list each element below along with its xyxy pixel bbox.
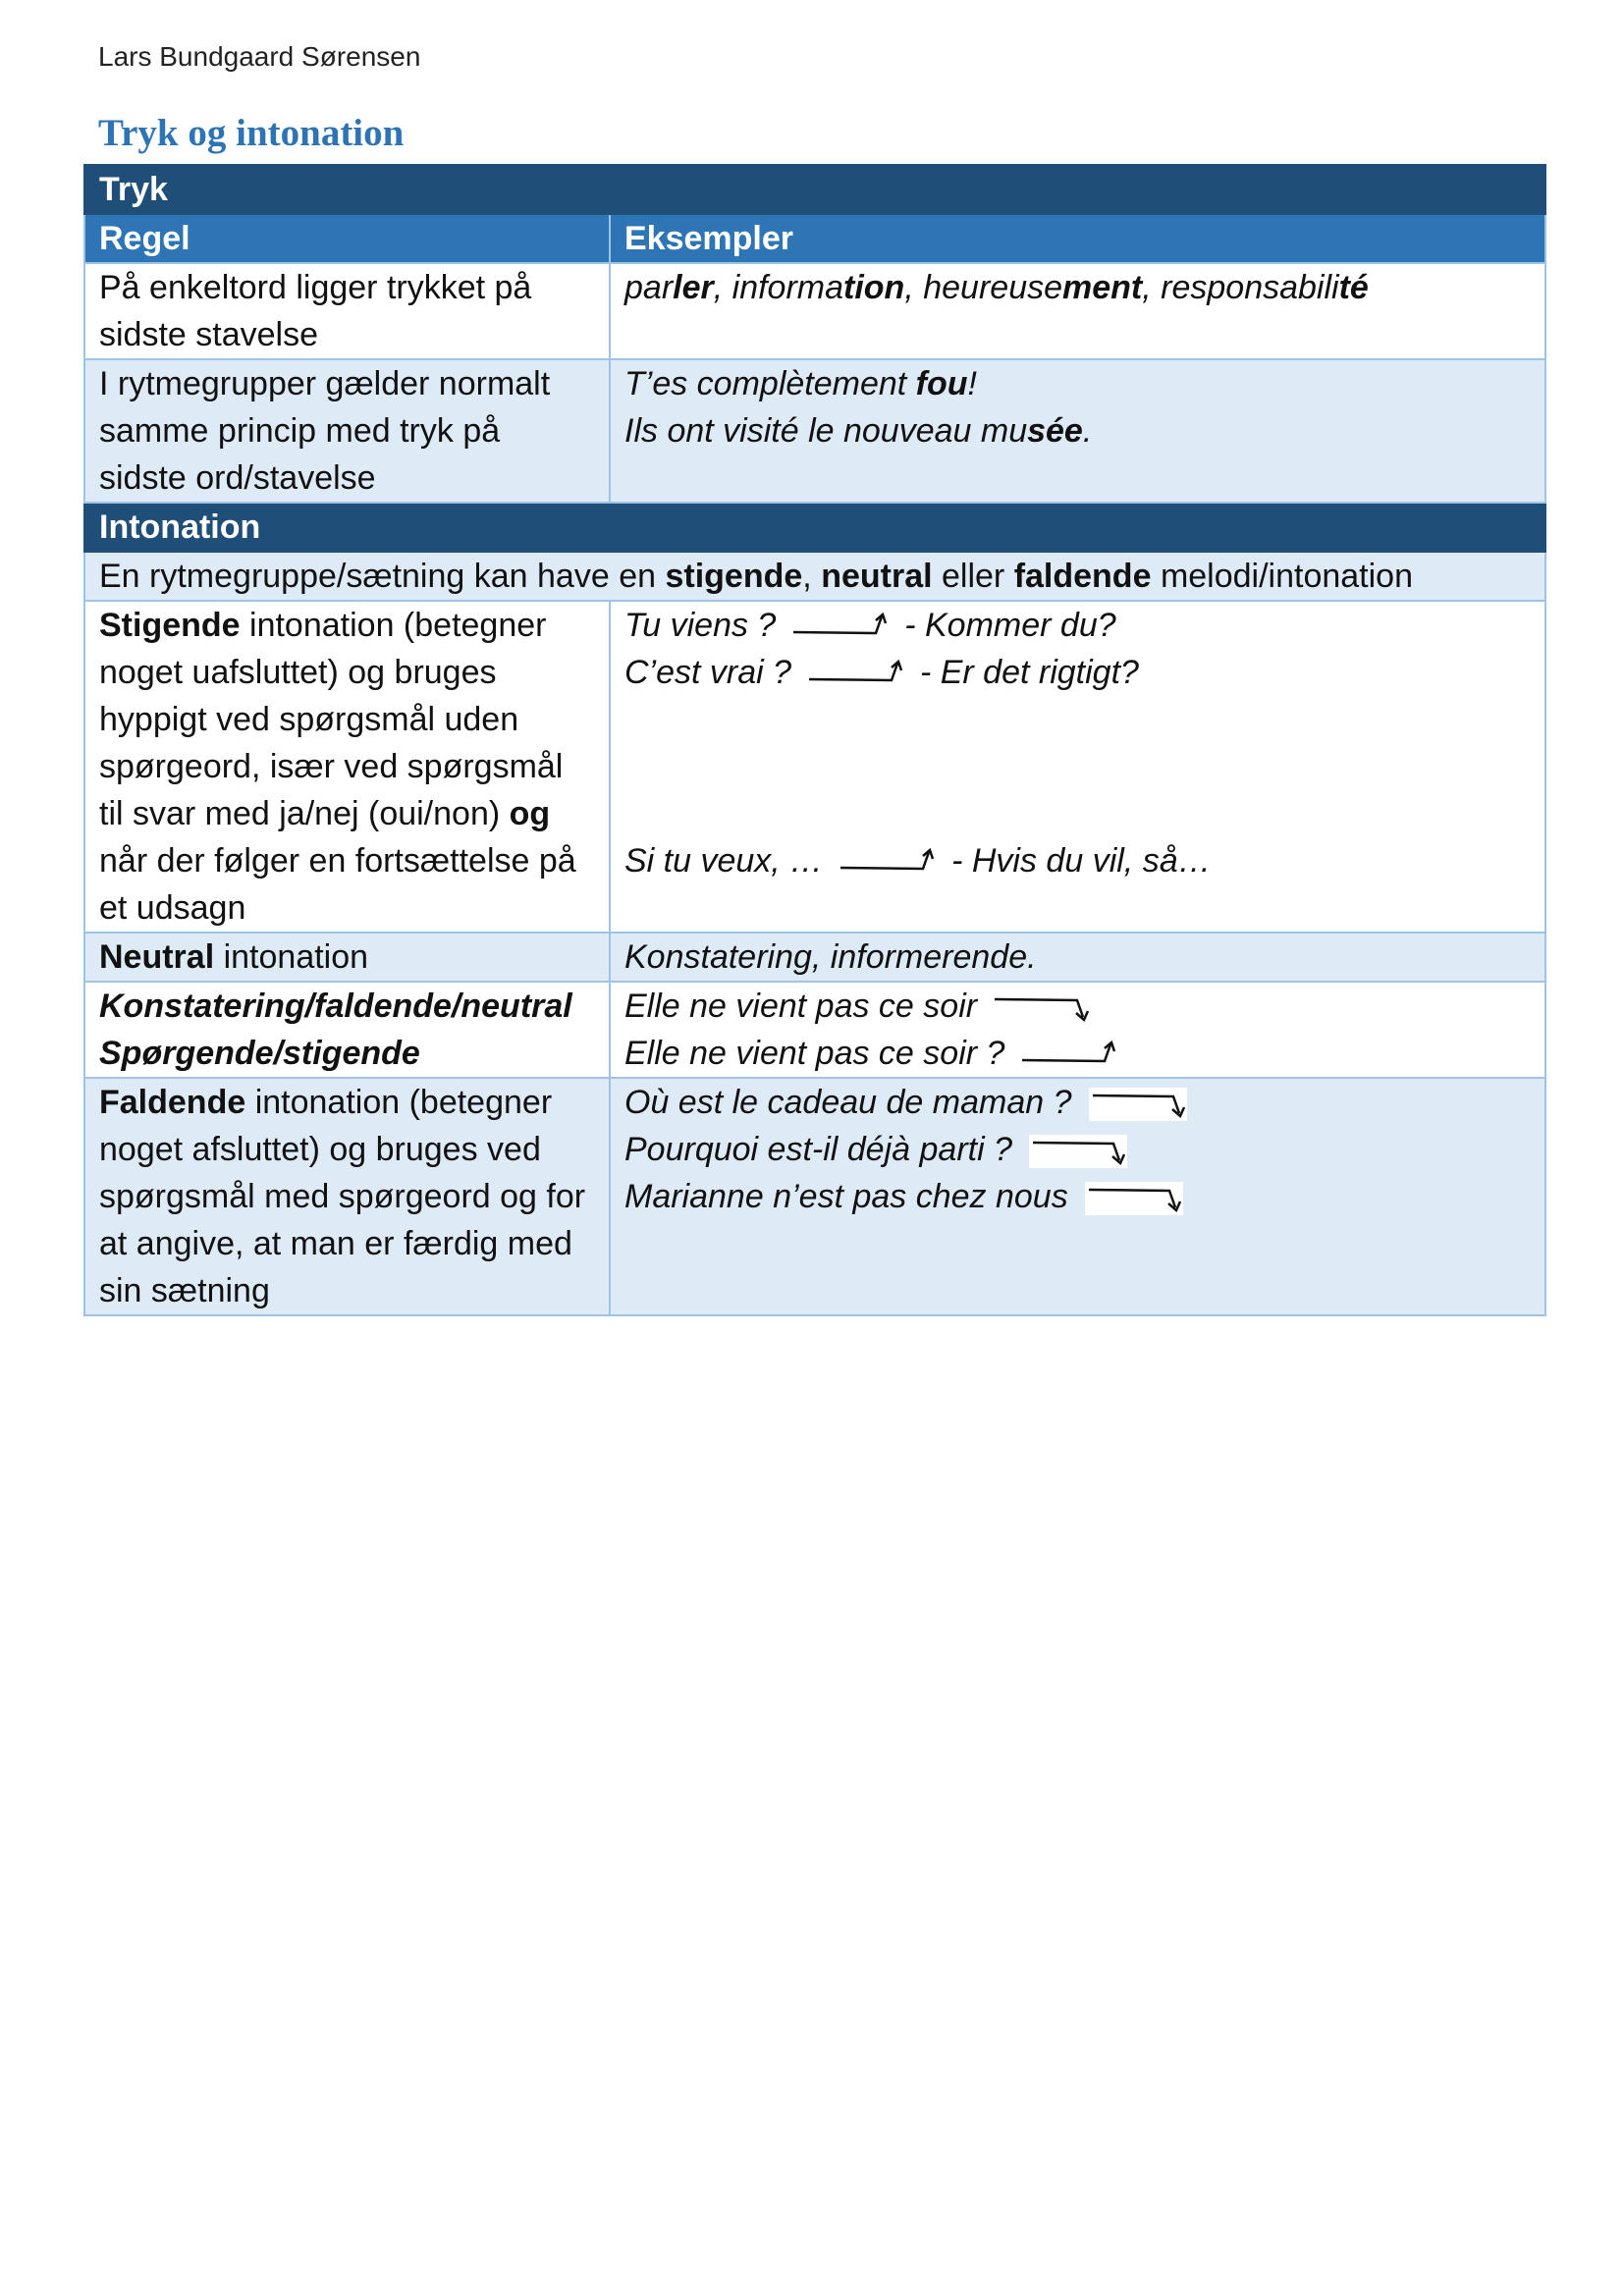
intro-bold: faldende — [1013, 558, 1152, 595]
rule-cell — [84, 933, 610, 982]
examples-cell — [610, 1078, 1545, 1315]
table-row — [84, 1078, 1545, 1315]
rule-keyword: Neutral — [99, 938, 215, 976]
column-header-row — [84, 214, 1545, 263]
examples-cell — [610, 982, 1545, 1078]
separator: , — [713, 269, 732, 306]
french-example: Marianne n’est pas chez nous — [624, 1178, 1068, 1215]
stress-intonation-table — [83, 164, 1546, 1316]
example-line — [624, 407, 1531, 454]
example-text: ! — [967, 365, 977, 402]
examples-cell — [610, 601, 1545, 933]
rule-text: intonation — [214, 938, 369, 976]
spacer — [624, 1220, 1531, 1271]
rising-arrow-icon — [791, 613, 890, 642]
danish-translation: - Hvis du vil, så… — [951, 842, 1212, 880]
french-example: C’est vrai ? — [624, 654, 792, 691]
rule-keyword: Stigende — [99, 607, 241, 644]
falling-arrow-icon — [993, 993, 1091, 1023]
separator: , — [904, 269, 924, 306]
rule-text: intonation (betegner noget uafsluttet) og bruges hyppigt ved spørgsmål uden spørgeord, især ved spørgsmål til svar med ja/nej (oui/non) — [99, 607, 564, 832]
separator: , — [1142, 269, 1162, 306]
rule-text: intonation (betegner noget afsluttet) og bruges ved spørgsmål med spørgeord og for at angive, at man er færdig med sin sætning — [99, 1084, 586, 1309]
column-header-examples: Eksempler — [610, 214, 1545, 263]
example-line — [624, 983, 1531, 1030]
table-row — [84, 982, 1545, 1078]
rule-cell — [84, 601, 610, 933]
rule-cell: På enkeltord ligger trykket på sidste stavelse — [84, 263, 610, 359]
word-part: responsabili — [1161, 269, 1339, 306]
author-name: Lars Bundgaard Sørensen — [98, 41, 421, 72]
intonation-section-header: Intonation — [84, 503, 1545, 552]
tryk-section-header: Tryk — [84, 165, 1545, 214]
table-row — [84, 359, 1545, 503]
rule-text: når der følger en fortsættelse på et udsagn — [99, 842, 576, 927]
examples-cell: Konstatering, informerende. — [610, 933, 1545, 982]
word-part: informa — [731, 269, 844, 306]
falling-arrow-icon — [1089, 1088, 1187, 1121]
french-example: Pourquoi est-il déjà parti ? — [624, 1131, 1013, 1168]
falling-arrow-icon — [1085, 1182, 1183, 1215]
danish-translation: - Er det rigtigt? — [919, 654, 1139, 691]
intonation-intro — [84, 552, 1545, 601]
french-example: Où est le cadeau de maman ? — [624, 1084, 1072, 1121]
example-text: Ils ont visité le nouveau mu — [624, 412, 1028, 450]
rule-keyword: og — [509, 795, 551, 832]
intro-text: En rytmegruppe/sætning kan have en — [99, 558, 666, 595]
french-example: Elle ne vient pas ce soir ? — [624, 1035, 1005, 1072]
rule-keyword: Faldende — [99, 1084, 246, 1121]
intro-bold: stigende — [665, 558, 803, 595]
rising-arrow-icon — [1020, 1041, 1118, 1070]
stressed-syllable: ment — [1062, 269, 1143, 306]
rising-arrow-icon — [839, 848, 937, 878]
stressed-syllable: té — [1338, 269, 1369, 306]
example-line — [624, 1173, 1531, 1220]
intro-text: eller — [932, 558, 1014, 595]
tryk-section-header-row — [84, 165, 1545, 214]
example-line — [624, 360, 1531, 407]
intro-text: melodi/intonation — [1151, 558, 1414, 595]
intro-text: , — [802, 558, 822, 595]
intonation-section-header-row — [84, 503, 1545, 552]
french-example: Tu viens ? — [624, 607, 777, 644]
example-line — [624, 1030, 1531, 1077]
spacer — [624, 696, 1531, 837]
example-line — [624, 837, 1531, 884]
example-line — [624, 1079, 1531, 1126]
danish-translation: - Kommer du? — [904, 607, 1116, 644]
example-text: . — [1082, 412, 1093, 450]
falling-arrow-icon — [1029, 1135, 1127, 1168]
french-example: Elle ne vient pas ce soir — [624, 988, 978, 1025]
rising-arrow-icon — [807, 660, 905, 689]
french-example: Si tu veux, … — [624, 842, 824, 880]
table-row — [84, 933, 1545, 982]
stressed-syllable: tion — [843, 269, 905, 306]
rule-line: Konstatering/faldende/neutral — [99, 988, 572, 1025]
rule-cell: I rytmegrupper gælder normalt samme princip med tryk på sidste ord/stavelse — [84, 359, 610, 503]
examples-cell — [610, 263, 1545, 359]
stressed-syllable: ler — [673, 269, 714, 306]
example-line — [624, 1126, 1531, 1173]
rule-cell — [84, 982, 610, 1078]
intro-bold: neutral — [821, 558, 933, 595]
example-line — [624, 649, 1531, 696]
stressed-word: fou — [915, 365, 968, 402]
document-title: Tryk og intonation — [98, 112, 405, 154]
example-text: T’es complètement — [624, 365, 916, 402]
rule-line: Spørgende/stigende — [99, 1035, 420, 1072]
rule-cell — [84, 1078, 610, 1315]
example-line — [624, 602, 1531, 649]
column-header-rule: Regel — [84, 214, 610, 263]
table-row — [84, 263, 1545, 359]
word-part: par — [624, 269, 674, 306]
word-part: heureuse — [923, 269, 1063, 306]
examples-cell — [610, 359, 1545, 503]
stressed-syllable: sée — [1027, 412, 1083, 450]
intonation-intro-row — [84, 552, 1545, 601]
table-row — [84, 601, 1545, 933]
